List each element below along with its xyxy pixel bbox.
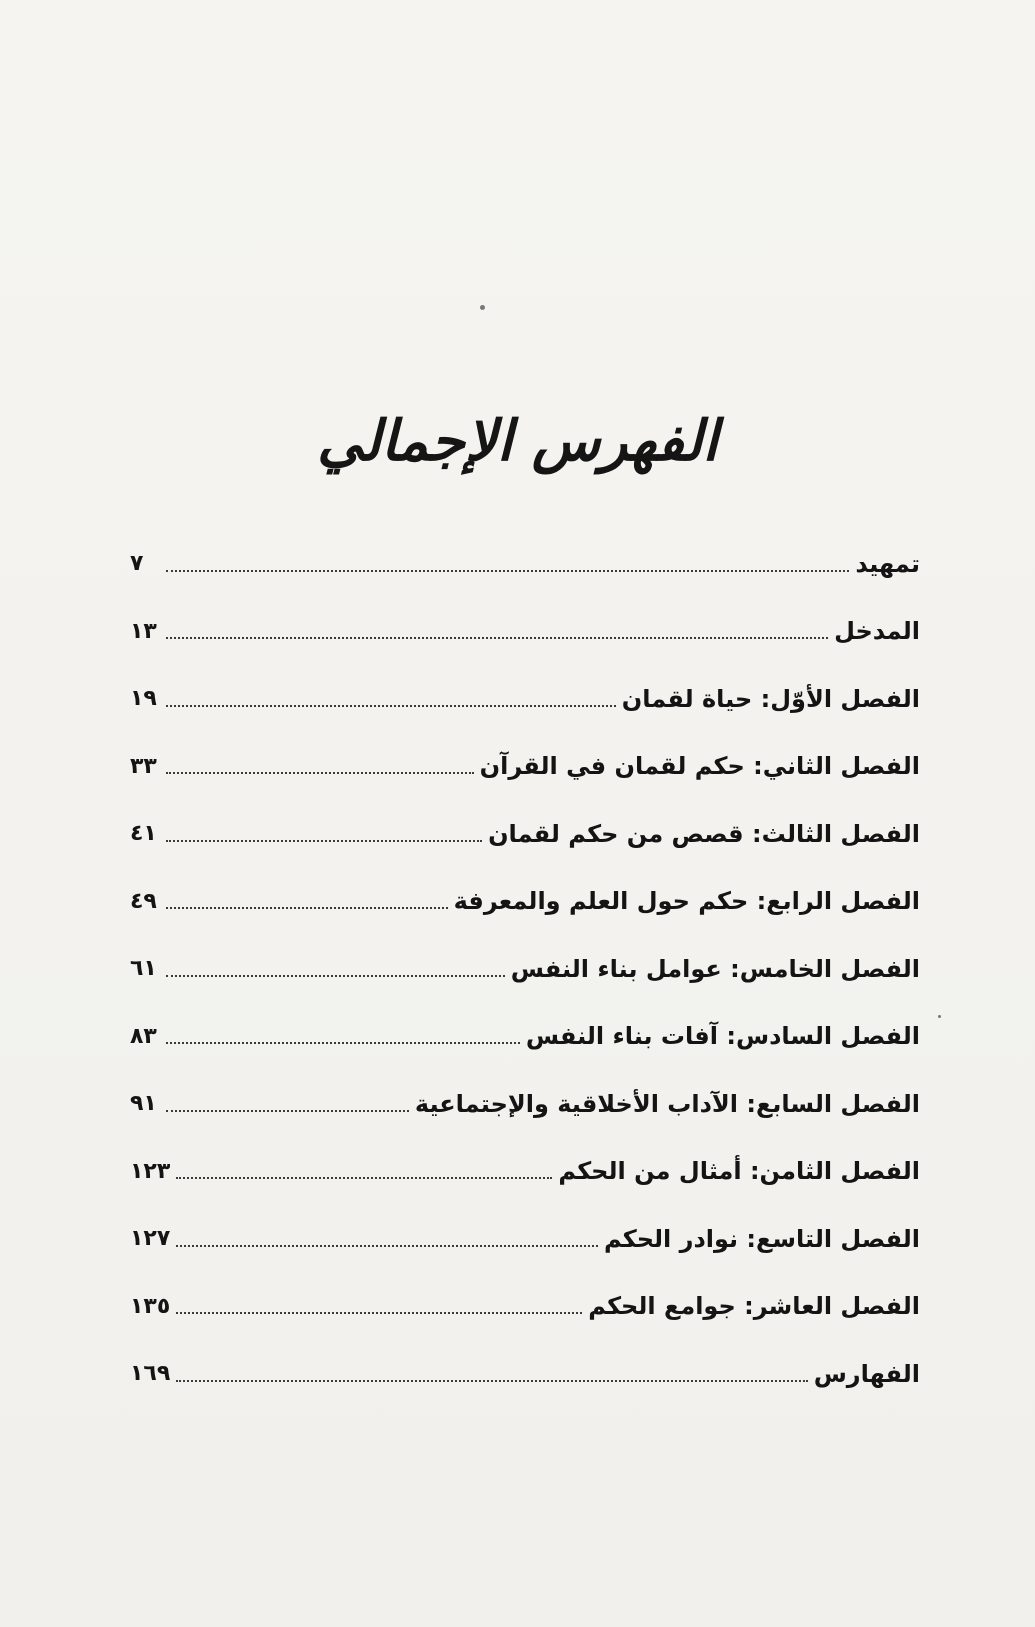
dot-leader	[166, 840, 482, 842]
entry-title: الفصل السادس: آفات بناء النفس	[525, 1022, 920, 1051]
toc-entry[interactable]	[130, 1138, 920, 1206]
entry-page-number: ٩١	[130, 1091, 157, 1117]
entry-title: تمهيد	[855, 549, 920, 578]
dot-leader	[176, 1245, 598, 1247]
entry-title: الفصل الخامس: عوامل بناء النفس	[510, 954, 920, 983]
entry-title: الفصل الرابع: حكم حول العلم والمعرفة	[453, 887, 920, 916]
entry-title: الفصل السابع: الآداب الأخلاقية والإجتماعية	[414, 1089, 920, 1118]
dot-leader	[166, 975, 505, 977]
dot-leader	[176, 1312, 582, 1314]
entry-page-number: ٤١	[130, 821, 157, 847]
entry-title: الفصل الثاني: حكم لقمان في القرآن	[479, 752, 920, 781]
dot-leader	[166, 637, 828, 639]
dot-leader	[166, 705, 616, 707]
table-of-contents	[130, 530, 920, 1408]
entry-page-number: ١٦٩	[130, 1361, 171, 1387]
entry-page-number: ١٢٣	[130, 1158, 171, 1184]
entry-page-number: ٣٣	[130, 753, 157, 779]
dot-leader	[166, 1042, 520, 1044]
toc-entry[interactable]	[130, 1273, 920, 1341]
entry-page-number: ٨٣	[130, 1023, 157, 1049]
entry-page-number: ١٢٧	[130, 1226, 171, 1252]
entry-title: الفهارس	[813, 1359, 920, 1388]
dot-leader	[166, 1110, 409, 1112]
toc-entry[interactable]	[130, 598, 920, 666]
dot-leader	[176, 1380, 807, 1382]
entry-title: الفصل التاسع: نوادر الحكم	[603, 1224, 920, 1253]
toc-entry[interactable]	[130, 935, 920, 1003]
toc-entry[interactable]	[130, 665, 920, 733]
dot-leader	[166, 570, 849, 572]
dot-leader	[166, 772, 474, 774]
entry-page-number: ١٩	[130, 686, 157, 712]
toc-entry[interactable]	[130, 1340, 920, 1408]
entry-page-number: ١٣	[130, 618, 157, 644]
entry-title: الفصل العاشر: جوامع الحكم	[588, 1292, 920, 1321]
dot-leader	[176, 1177, 552, 1179]
entry-title: الفصل الثالث: قصص من حكم لقمان	[488, 819, 920, 848]
toc-entry[interactable]	[130, 733, 920, 801]
entry-title: المدخل	[834, 617, 920, 646]
entry-title: الفصل الأوّل: حياة لقمان	[621, 684, 920, 713]
toc-entry[interactable]	[130, 1205, 920, 1273]
entry-page-number: ٤٩	[130, 888, 157, 914]
dot-leader	[166, 907, 448, 909]
paper-speck	[480, 305, 485, 310]
toc-entry[interactable]	[130, 868, 920, 936]
toc-entry[interactable]	[130, 530, 920, 598]
paper-speck	[938, 1015, 941, 1018]
page-title: الفهرس الإجمالي	[317, 408, 718, 474]
toc-entry[interactable]	[130, 1003, 920, 1071]
entry-page-number: ٦١	[130, 956, 157, 982]
entry-title: الفصل الثامن: أمثال من الحكم	[558, 1157, 920, 1186]
entry-page-number: ٧	[130, 551, 144, 577]
entry-page-number: ١٣٥	[130, 1293, 171, 1319]
toc-entry[interactable]	[130, 1070, 920, 1138]
toc-entry[interactable]	[130, 800, 920, 868]
